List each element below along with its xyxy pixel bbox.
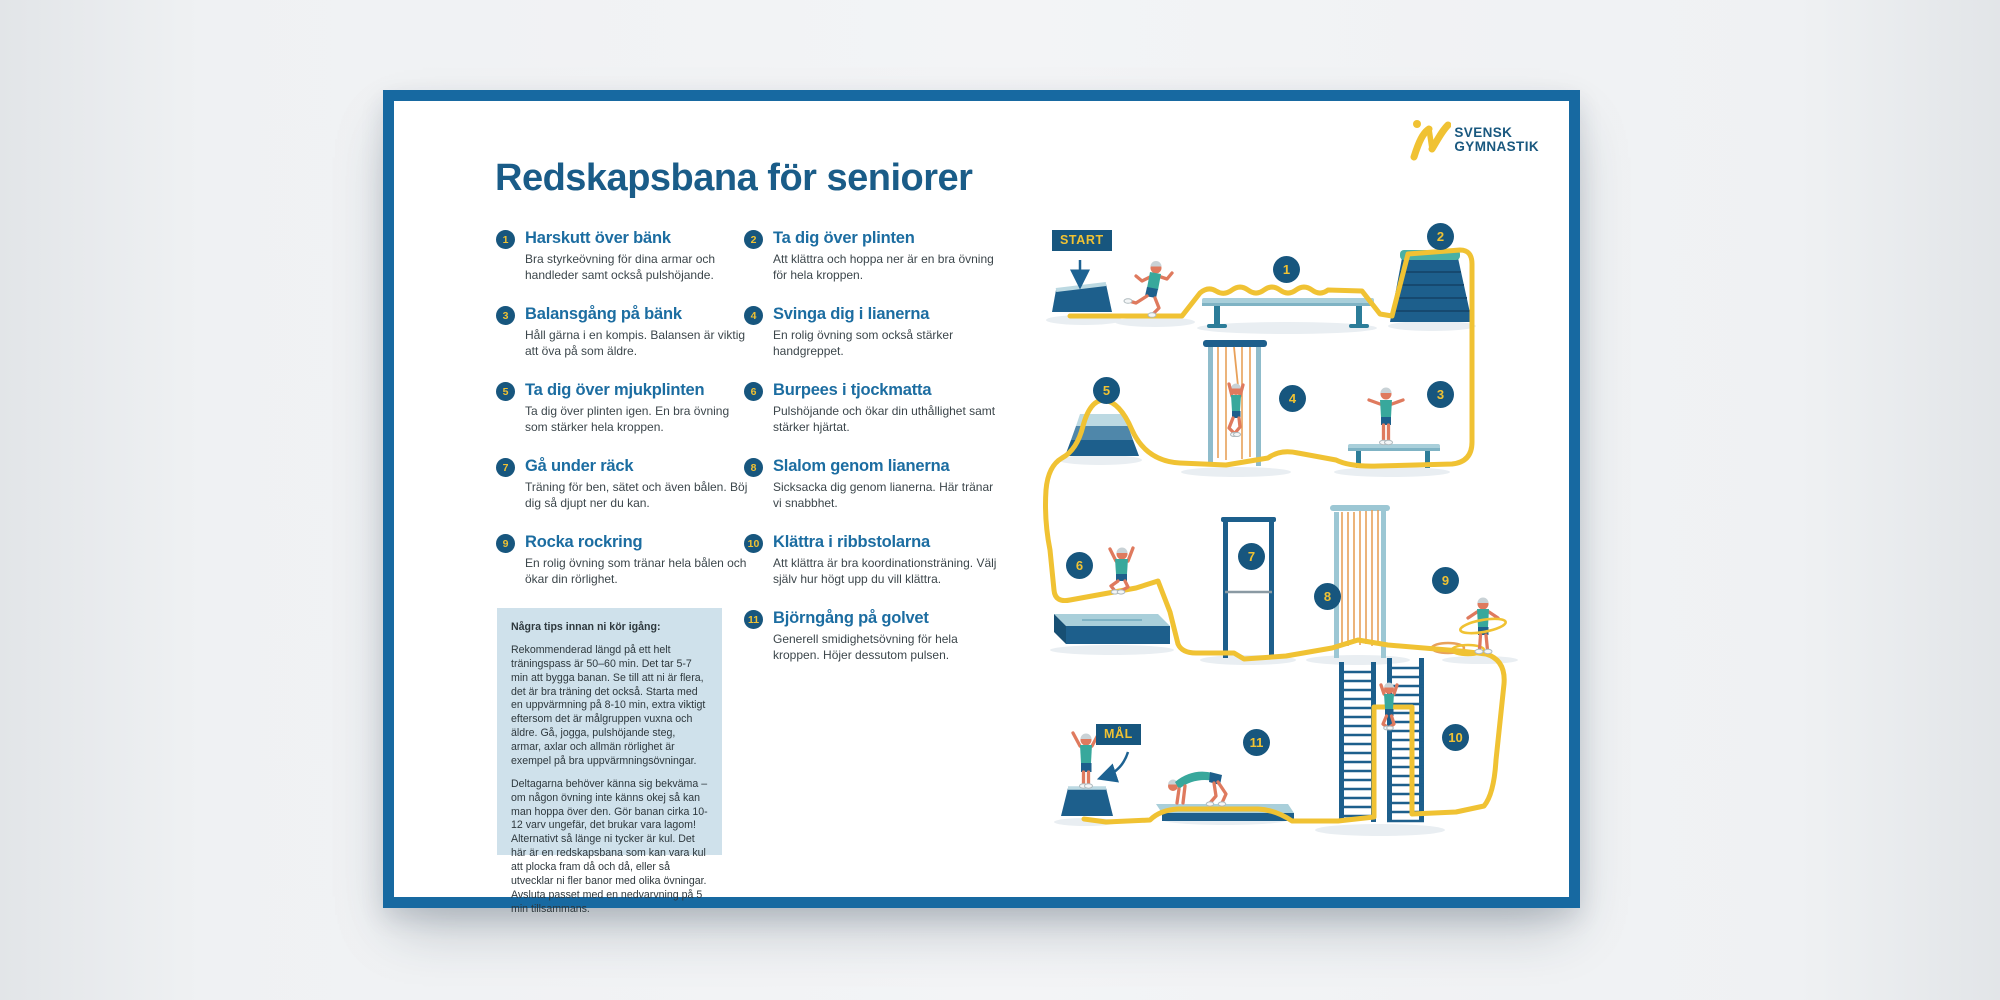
exercise-number-badge: 3 <box>496 306 515 325</box>
exercise-title: Rocka rockring <box>525 533 643 551</box>
map-station-badge-8: 8 <box>1314 583 1341 610</box>
course-map-illustration <box>1040 220 1570 870</box>
exercise-item <box>744 229 1002 284</box>
exercise-description: Bra styrkeövning för dina armar och handleder samt också pulshöjande. <box>525 252 716 282</box>
map-station-badge-1: 1 <box>1273 256 1300 283</box>
exercise-number-badge: 10 <box>744 534 763 553</box>
exercise-item <box>496 457 754 512</box>
exercise-item <box>496 533 754 588</box>
liana-frame-station-8 <box>1330 505 1390 658</box>
logo-line2: GYMNASTIK <box>1454 139 1539 154</box>
exercise-title: Slalom genom lianerna <box>773 457 950 475</box>
exercise-description: Generell smidighetsövning för hela kroppen. Höjer dessutom pulsen. <box>773 632 958 662</box>
liana-climber-figure <box>1229 384 1243 437</box>
exercise-title: Burpees i tjockmatta <box>773 381 932 399</box>
exercise-title: Harskutt över bänk <box>525 229 671 247</box>
exercise-number-badge: 1 <box>496 230 515 249</box>
exercise-text <box>525 381 754 436</box>
poster <box>383 90 1580 915</box>
exercise-description: Pulshöjande och ökar din uthållighet samt stärker hjärtat. <box>773 404 996 434</box>
exercise-title: Ta dig över mjukplinten <box>525 381 705 399</box>
exercise-title: Ta dig över plinten <box>773 229 915 247</box>
exercise-text <box>525 305 754 360</box>
goal-sign: MÅL <box>1096 724 1141 745</box>
map-station-badge-3: 3 <box>1427 381 1454 408</box>
exercise-title: Balansgång på bänk <box>525 305 682 323</box>
exercise-number-badge: 4 <box>744 306 763 325</box>
exercise-text <box>773 381 1002 436</box>
svensk-gymnastik-logo <box>1409 117 1539 163</box>
exercise-title: Klättra i ribbstolarna <box>773 533 930 551</box>
exercise-column-left <box>496 229 754 609</box>
exercise-item <box>744 381 1002 436</box>
start-sign: START <box>1052 230 1112 251</box>
exercise-description: Sicksacka dig genom lianerna. Här tränar vi snabbhet. <box>773 480 994 510</box>
goal-arrow <box>1104 752 1128 777</box>
exercise-description: Att klättra är bra koordinationsträning. Välj själv hur högt upp du vill klättra. <box>773 556 997 586</box>
map-station-badge-6: 6 <box>1066 552 1093 579</box>
bear-walk-figure <box>1168 772 1226 806</box>
exercise-text <box>773 305 1002 360</box>
exercise-title: Svinga dig i lianerna <box>773 305 930 323</box>
map-station-badge-9: 9 <box>1432 567 1459 594</box>
exercise-text <box>773 533 1002 588</box>
exercise-title: Gå under räck <box>525 457 634 475</box>
exercise-item <box>744 305 1002 360</box>
exercise-column-right <box>744 229 1002 685</box>
exercise-title: Björngång på golvet <box>773 609 929 627</box>
exercise-description: En rolig övning som också stärker handgreppet. <box>773 328 954 358</box>
map-station-badge-11: 11 <box>1243 729 1270 756</box>
logo-line1: SVENSK <box>1454 124 1513 140</box>
exercise-number-badge: 6 <box>744 382 763 401</box>
exercise-text <box>773 457 1002 512</box>
map-station-badge-7: 7 <box>1238 543 1265 570</box>
exercise-number-badge: 9 <box>496 534 515 553</box>
exercise-description: Att klättra och hoppa ner är en bra övning för hela kroppen. <box>773 252 994 282</box>
map-station-badge-10: 10 <box>1442 724 1469 751</box>
course-map <box>1040 220 1570 870</box>
tips-paragraph-2: Deltagarna behöver känna sig bekväma – om någon övning inte känns okej så kan man hoppa över den. Gör banan cirka 10-12 varv ungefär, det brukar vara lagom! Alternativt så länge ni tycker är kul. Det här är en redskapsbana som kan vara kul att plocka fram då och då, eller så utvecklar ni fler banor med olika övningar. Avsluta passet med en nedvarvning på 5 min tillsammans. <box>511 777 708 915</box>
springboard <box>1052 284 1112 312</box>
exercise-text <box>525 533 754 588</box>
tips-box <box>497 608 722 915</box>
exercise-text <box>525 457 754 512</box>
high-bar-station-7 <box>1221 517 1276 658</box>
exercise-text <box>773 229 1002 284</box>
exercise-description: Håll gärna i en kompis. Balansen är viktig att öva på som äldre. <box>525 328 746 358</box>
exercise-item <box>744 609 1002 664</box>
exercise-number-badge: 7 <box>496 458 515 477</box>
tips-paragraph-1: Rekommenderad längd på ett helt träningspass är 50–60 min. Det tar 5-7 min att bygga banan. Se till att ni är flera, det är bra träning det också. Starta med en uppvärmning på 8-10 min, extra viktigt eftersom det är målgruppen vuxna och äldre. Gå, jogga, pulshöjande steg, armar, axlar och allmän rörlighet är exempel på bra uppvärmningsövningar. <box>511 643 706 767</box>
map-station-badge-2: 2 <box>1427 223 1454 250</box>
map-station-badge-5: 5 <box>1093 377 1120 404</box>
exercise-item <box>496 229 754 284</box>
exercise-item <box>496 381 754 436</box>
balance-figure <box>1369 388 1403 445</box>
exercise-item <box>744 533 1002 588</box>
poster-content <box>394 101 1569 915</box>
exercise-description: Träning för ben, sätet och även bålen. Böj dig så djupt ner du kan. <box>525 480 748 510</box>
exercise-text <box>773 609 1002 664</box>
logo-wordmark <box>1454 126 1539 155</box>
exercise-description: Ta dig över plinten igen. En bra övning som stärker hela kroppen. <box>525 404 730 434</box>
page-title: Redskapsbana för seniorer <box>495 157 973 199</box>
tips-title: Några tips innan ni kör igång: <box>511 621 661 633</box>
exercise-number-badge: 2 <box>744 230 763 249</box>
goal-podium <box>1061 788 1113 816</box>
exercise-number-badge: 8 <box>744 458 763 477</box>
burpee-figure <box>1110 548 1133 595</box>
runner-figure <box>1124 261 1172 317</box>
map-station-badge-4: 4 <box>1279 385 1306 412</box>
exercise-item <box>496 305 754 360</box>
exercise-item <box>744 457 1002 512</box>
exercise-number-badge: 5 <box>496 382 515 401</box>
exercise-description: En rolig övning som tränar hela bålen och ökar din rörlighet. <box>525 556 747 586</box>
thick-mat-station-6 <box>1054 614 1170 644</box>
exercise-text <box>525 229 754 284</box>
exercise-number-badge: 11 <box>744 610 763 629</box>
gymnast-logo-icon <box>1409 117 1451 163</box>
